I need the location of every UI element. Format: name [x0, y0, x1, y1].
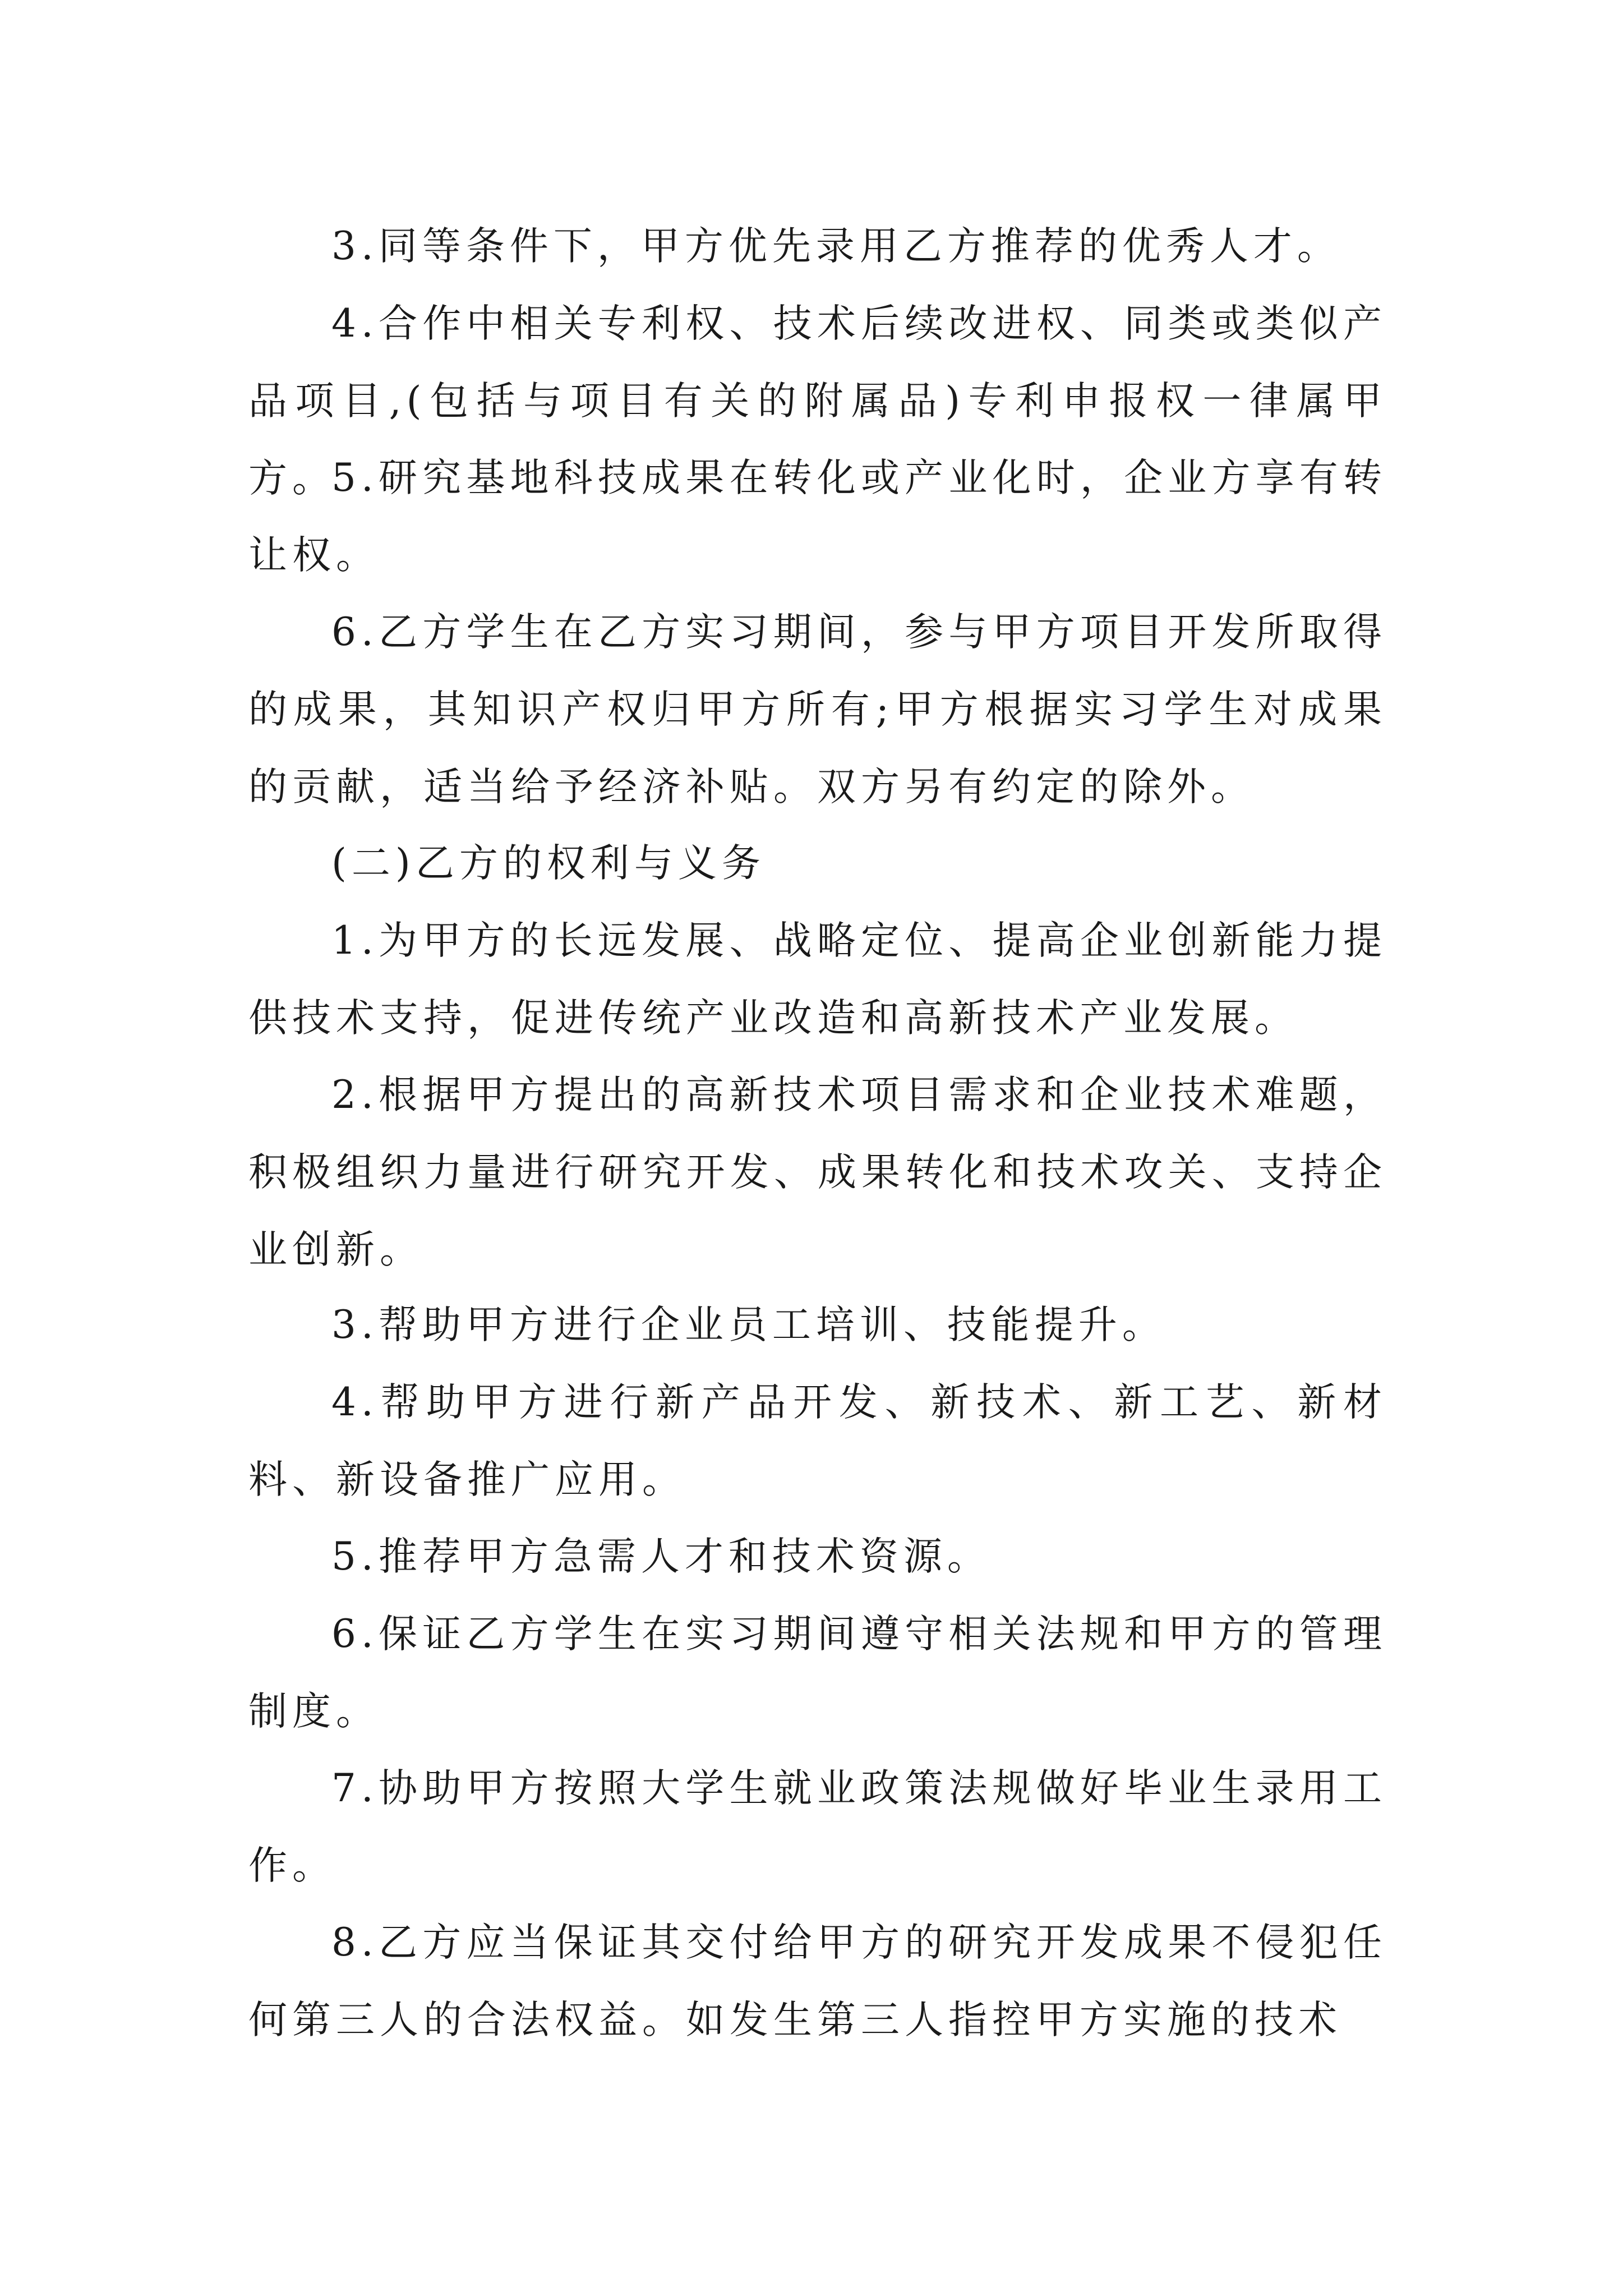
paragraph-b3: 3.帮助甲方进行企业员工培训、技能提升。 — [331, 1303, 1166, 1347]
paragraph-b1: 1.为甲方的长远发展、战略定位、提高企业创新能力提供技术支持，促进传统产业改造和高新技术产业发展。 — [248, 918, 1387, 1041]
paragraph-b2: 2.根据甲方提出的高新技术项目需求和企业技术难题，积极组织力量进行研究开发、成果转化和技术攻关、支持企业创新。 — [248, 1073, 1387, 1272]
paragraph-b7: 7.协助甲方按照大学生就业政策法规做好毕业生录用工作。 — [248, 1766, 1387, 1888]
paragraph-a5: 5.研究基地科技成果在转化或产业化时，企业方享有转让权。 — [248, 455, 1387, 578]
paragraph-b6: 6.保证乙方学生在实习期间遵守相关法规和甲方的管理制度。 — [248, 1612, 1387, 1734]
paragraph-a4: 4.合作中相关专利权、技术后续改进权、同类或类似产品项目,(包括与项目有关的附属品)专利申报权一律属甲方。 — [248, 301, 1387, 501]
paragraph-b4: 4.帮助甲方进行新产品开发、新技术、新工艺、新材料、新设备推广应用。 — [248, 1380, 1387, 1502]
paragraph-b5: 5.推荐甲方急需人才和技术资源。 — [331, 1534, 991, 1579]
paragraph-a3: 3.同等条件下，甲方优先录用乙方推荐的优秀人才。 — [331, 224, 1341, 269]
section-heading-2: (二)乙方的权利与义务 — [331, 841, 766, 886]
paragraph-b8: 8.乙方应当保证其交付给甲方的研究开发成果不侵犯任何第三人的合法权益。如发生第三人指控甲方实施的技术 — [248, 1920, 1387, 2042]
paragraph-a6: 6.乙方学生在乙方实习期间，参与甲方项目开发所取得的成果，其知识产权归甲方所有;甲方根据实习学生对成果的贡献，适当给予经济补贴。双方另有约定的除外。 — [248, 610, 1387, 809]
